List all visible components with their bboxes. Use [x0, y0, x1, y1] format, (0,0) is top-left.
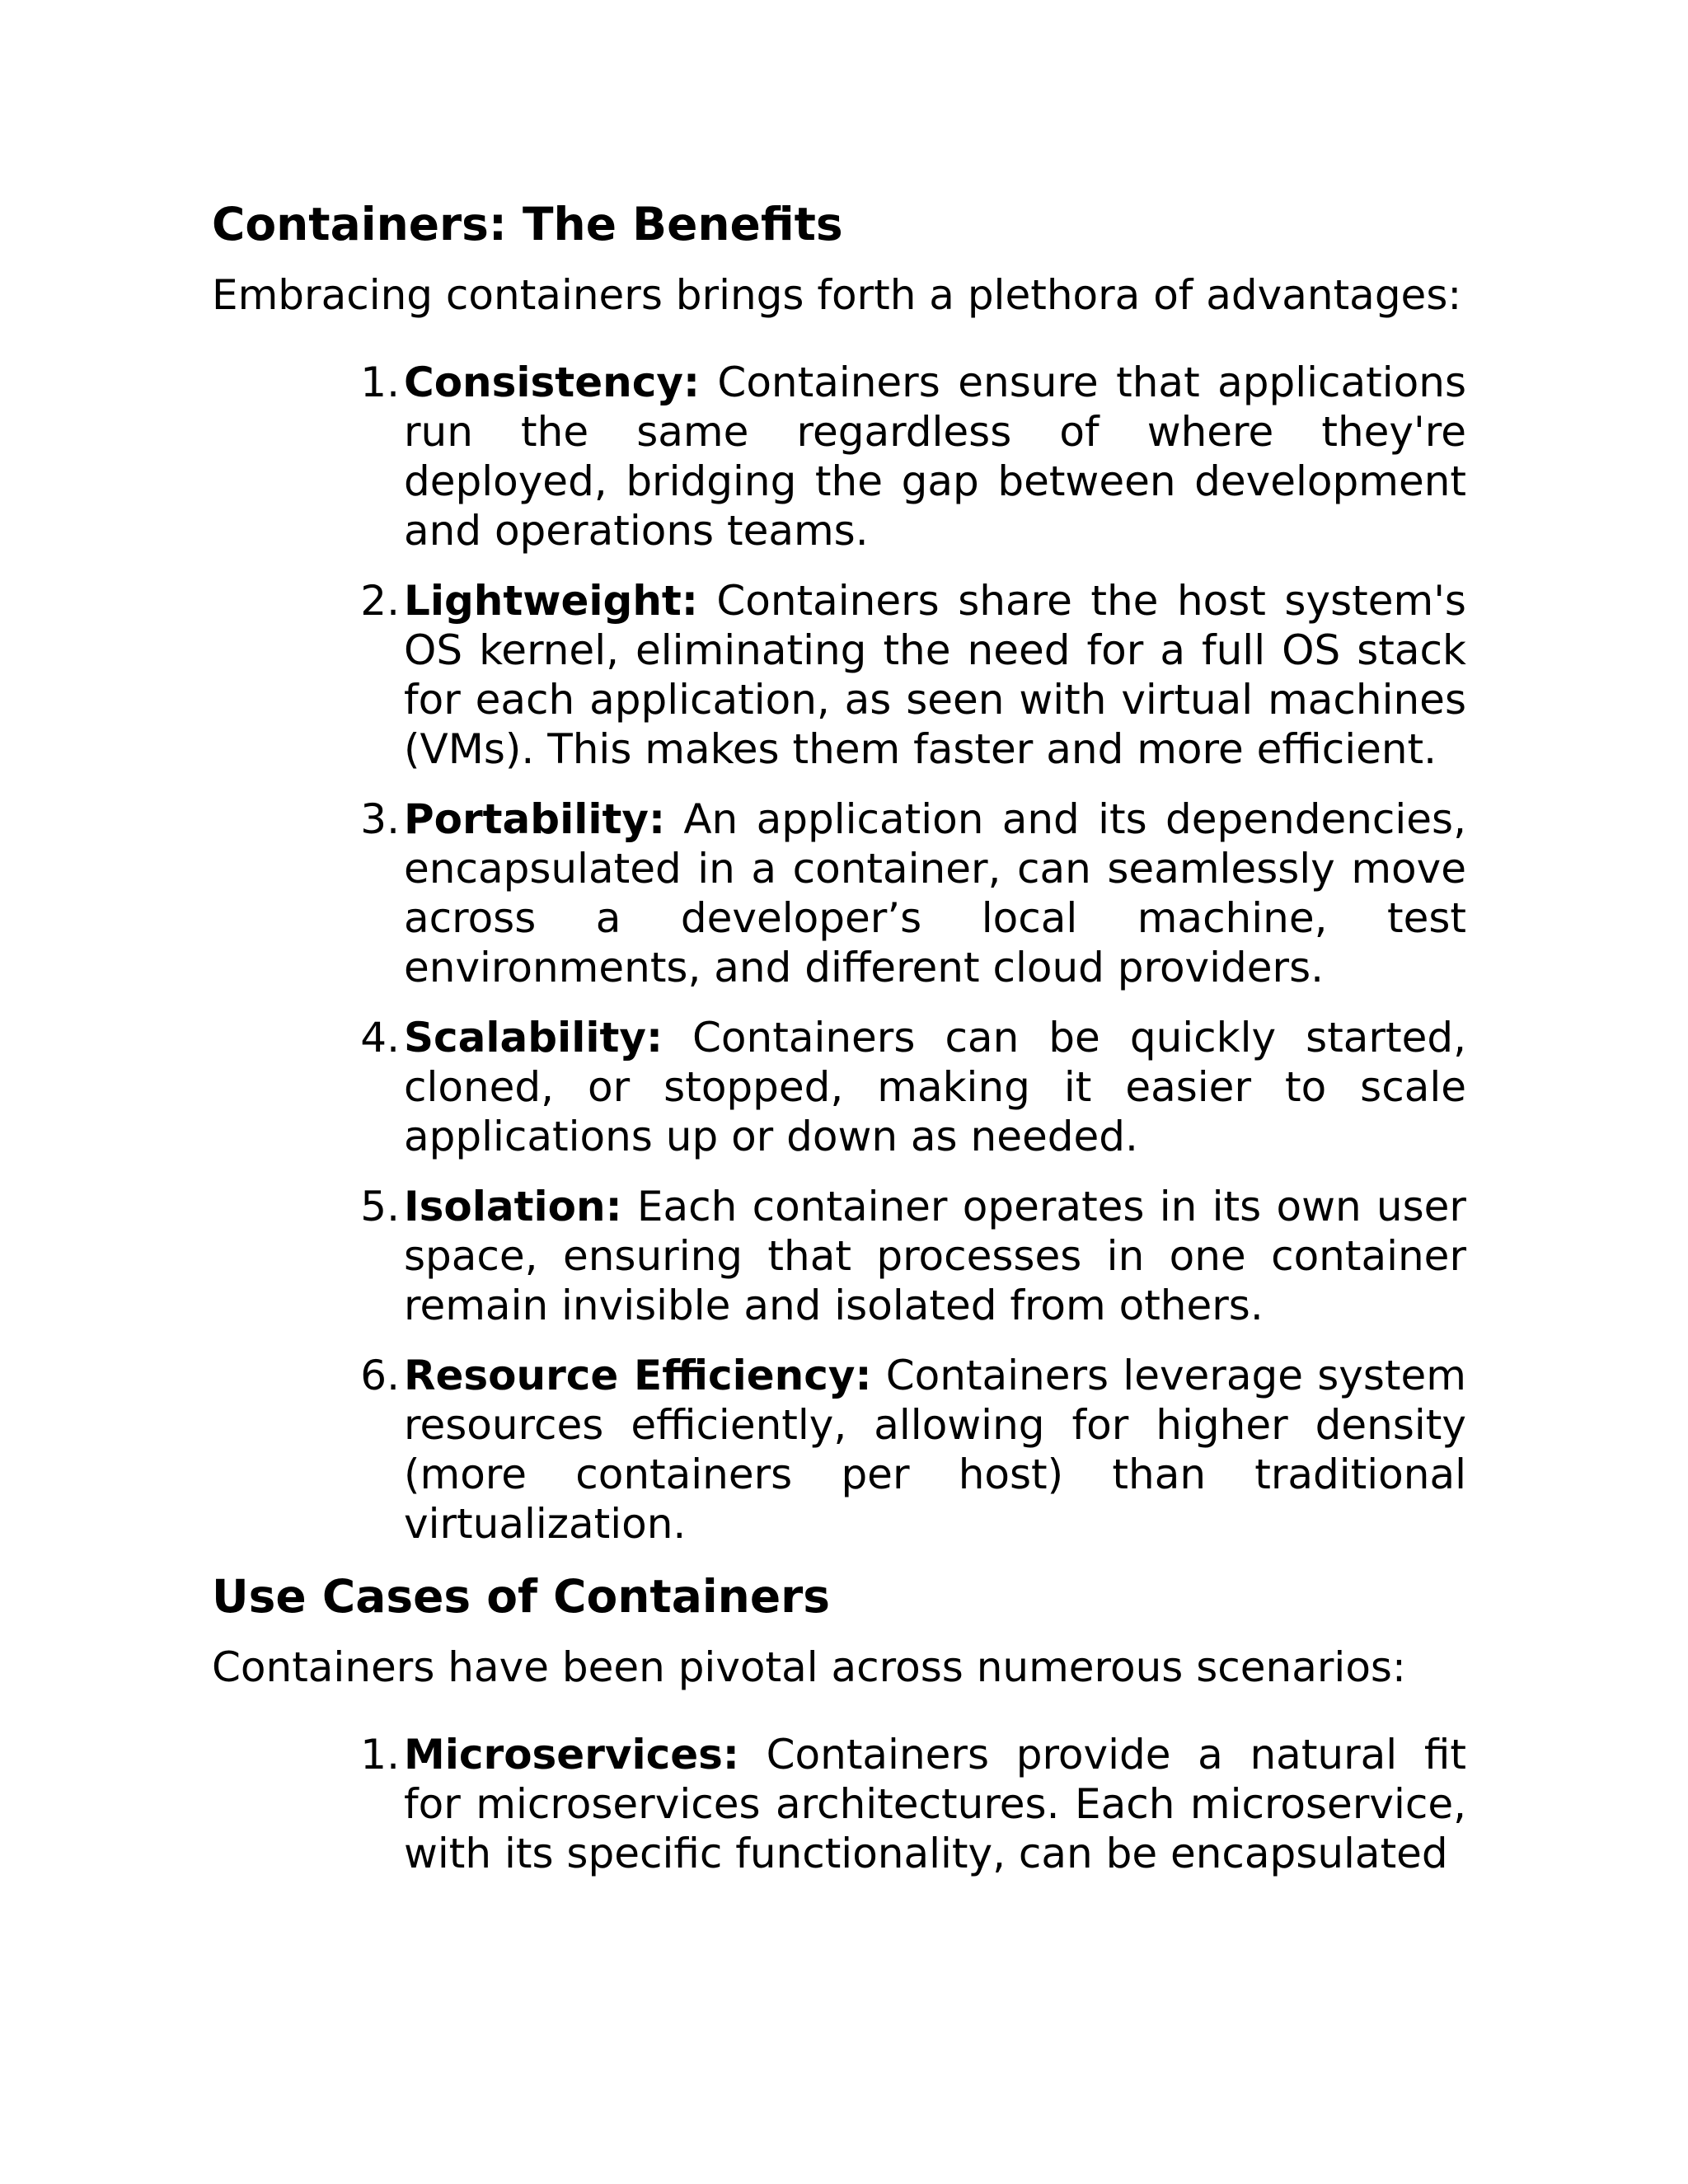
- item-text: Containers ensure that applications run the same regardless of where they're deployed, bridging the gap between development and operations teams.: [404, 359, 1466, 555]
- item-text: Containers provide a natural fit for microservices architectures. Each microservice, with its specific functionality, can be encapsulated: [404, 1731, 1466, 1877]
- section-heading: Use Cases of Containers: [212, 1570, 830, 1623]
- list-item: [212, 1013, 1466, 1161]
- item-term: Resource Efficiency:: [404, 1352, 872, 1399]
- item-term: Scalability:: [404, 1014, 663, 1062]
- list-number: 6.: [360, 1352, 400, 1399]
- list-item: [212, 1730, 1466, 1878]
- list-item: [212, 1182, 1466, 1330]
- list-item: [212, 576, 1466, 774]
- list-number: 4.: [360, 1014, 400, 1062]
- benefits-section: [212, 191, 1466, 1549]
- section-intro: Containers have been pivotal across numerous scenarios:: [212, 1643, 1406, 1691]
- item-text: An application and its dependencies, encapsulated in a container, can seamlessly move across a developer’s local machine, test environments, and different cloud providers.: [404, 795, 1466, 991]
- list-item: [212, 1351, 1466, 1549]
- item-term: Microservices:: [404, 1731, 739, 1779]
- item-term: Consistency:: [404, 359, 700, 406]
- item-text: Containers can be quickly started, cloned, or stopped, making it easier to scale applications up or down as needed.: [404, 1014, 1466, 1160]
- list-item: [212, 358, 1466, 555]
- use-cases-section: [212, 1563, 1466, 1878]
- item-text: Containers share the host system's OS kernel, eliminating the need for a full OS stack for each application, as seen with virtual machines (VMs). This makes them faster and more efficient.: [404, 577, 1466, 773]
- benefits-list: [212, 358, 1466, 1549]
- item-term: Isolation:: [404, 1183, 622, 1230]
- document-page: [212, 191, 1466, 1878]
- list-number: 3.: [360, 795, 400, 843]
- section-heading: Containers: The Benefits: [212, 198, 843, 251]
- list-number: 2.: [360, 577, 400, 625]
- item-term: Portability:: [404, 795, 665, 843]
- item-text: Each container operates in its own user space, ensuring that processes in one container remain invisible and isolated from others.: [404, 1183, 1466, 1329]
- use-cases-list: [212, 1730, 1466, 1878]
- list-number: 1.: [360, 1731, 400, 1779]
- item-term: Lightweight:: [404, 577, 698, 625]
- section-intro: Embracing containers brings forth a plethora of advantages:: [212, 271, 1462, 319]
- list-number: 5.: [360, 1183, 400, 1230]
- item-text: Containers leverage system resources efficiently, allowing for higher density (more containers per host) than traditional virtualization.: [404, 1352, 1466, 1548]
- list-item: [212, 794, 1466, 992]
- list-number: 1.: [360, 359, 400, 406]
